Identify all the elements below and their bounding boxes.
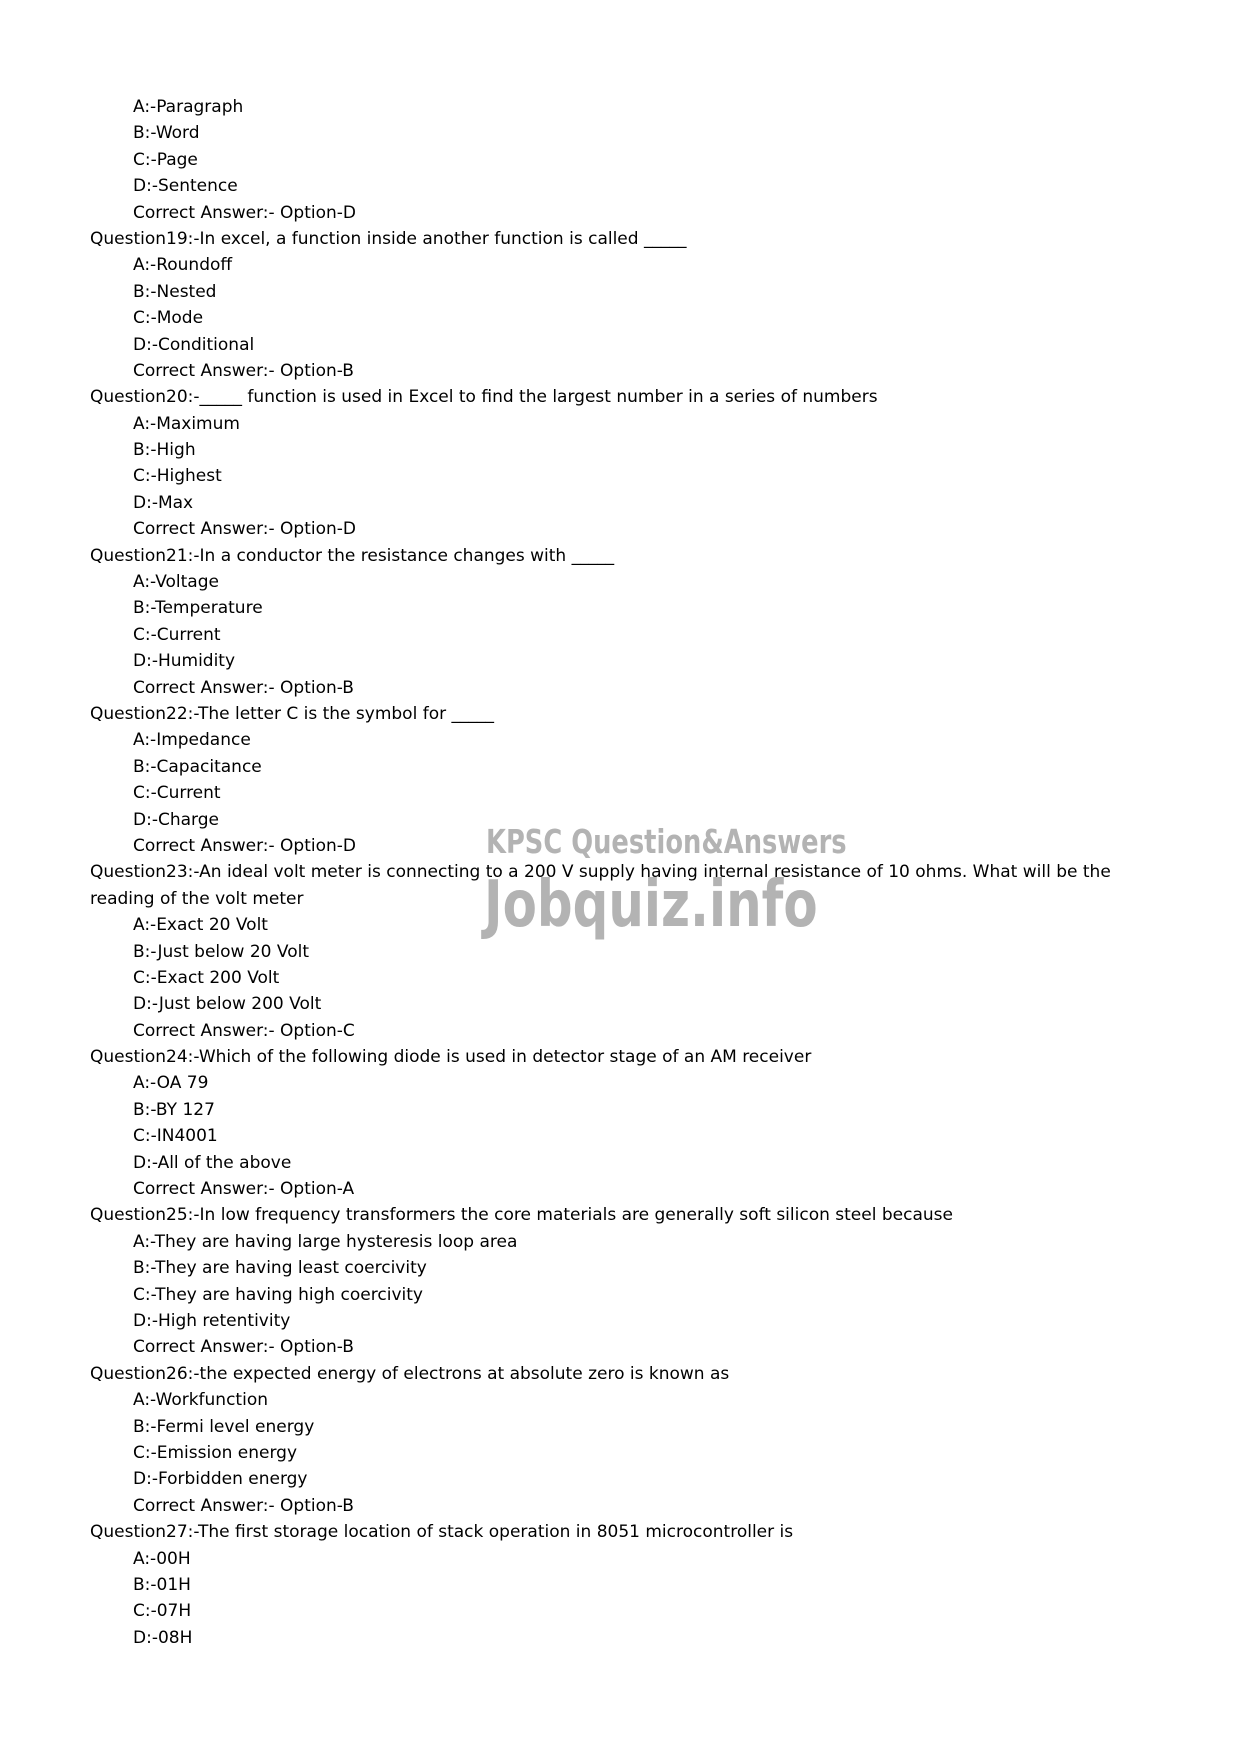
question-text: Question23:-An ideal volt meter is connecting to a 200 V supply having internal resistance of 10 ohms. What will be the reading of the volt meter (90, 862, 1111, 909)
option-b: B:-Word (133, 123, 200, 144)
correct-answer: Correct Answer:- Option-B (133, 1495, 354, 1516)
option-c: C:-Current (133, 624, 221, 645)
correct-answer: Correct Answer:- Option-C (133, 1020, 355, 1041)
correct-answer: Correct Answer:- Option-D (133, 519, 356, 540)
question-text: Question20:-_____ function is used in Excel to find the largest number in a series of numbers (90, 387, 878, 408)
option-d: D:-High retentivity (133, 1311, 291, 1331)
option-b: B:-They are having least coercivity (133, 1258, 427, 1279)
option-c: C:-They are having high coercivity (133, 1284, 423, 1305)
watermark-jobquiz: Jobquiz.info (484, 868, 818, 942)
correct-answer: Correct Answer:- Option-D (133, 202, 356, 223)
option-b: B:-Fermi level energy (133, 1416, 315, 1437)
option-a: A:-Impedance (133, 730, 251, 751)
option-a: A:-OA 79 (133, 1073, 209, 1094)
question-text: Question27:-The first storage location of stack operation in 8051 microcontroller is (90, 1522, 794, 1543)
question-block-25 (0, 1202, 1240, 1360)
option-d: D:-Charge (133, 809, 219, 830)
question-block-22 (0, 701, 1240, 859)
correct-answer: Correct Answer:- Option-B (133, 360, 354, 381)
option-c: C:-Exact 200 Volt (133, 967, 280, 988)
option-c: C:-Current (133, 783, 221, 804)
question-block-21 (0, 543, 1240, 701)
watermark-kpsc: KPSC Question&Answers (486, 822, 847, 861)
question-text: Question24:-Which of the following diode is used in detector stage of an AM receiver (90, 1047, 812, 1068)
option-a: A:-Exact 20 Volt (133, 915, 268, 936)
option-b: B:-01H (133, 1574, 191, 1595)
option-d: D:-Forbidden energy (133, 1469, 308, 1490)
option-d: D:-Conditional (133, 334, 255, 355)
correct-answer: Correct Answer:- Option-B (133, 1337, 354, 1358)
question-block-19 (0, 226, 1240, 384)
option-d: D:-08H (133, 1627, 193, 1648)
question-document (0, 94, 1240, 1651)
option-a: A:-Paragraph (133, 97, 244, 117)
option-c: C:-Emission energy (133, 1442, 298, 1463)
option-a: A:-Roundoff (133, 255, 233, 276)
option-b: B:-Temperature (133, 598, 263, 619)
question-text: Question21:-In a conductor the resistance changes with _____ (90, 545, 615, 566)
carryover-block (0, 94, 1240, 226)
option-c: C:-07H (133, 1601, 192, 1622)
option-c: C:-Page (133, 149, 198, 170)
correct-answer: Correct Answer:- Option-A (133, 1179, 355, 1200)
question-text: Question19:-In excel, a function inside another function is called _____ (90, 228, 687, 249)
option-d: D:-All of the above (133, 1152, 292, 1173)
question-block-26 (0, 1361, 1240, 1519)
option-b: B:-Capacitance (133, 756, 262, 777)
option-a: A:-Maximum (133, 413, 240, 434)
question-block-20 (0, 384, 1240, 542)
option-d: D:-Just below 200 Volt (133, 994, 322, 1015)
option-b: B:-Nested (133, 281, 217, 302)
option-d: D:-Humidity (133, 651, 236, 672)
option-a: A:-00H (133, 1548, 191, 1569)
option-b: B:-High (133, 440, 196, 461)
question-text: Question26:-the expected energy of electrons at absolute zero is known as (90, 1363, 730, 1384)
question-block-27 (0, 1519, 1240, 1651)
question-block-24 (0, 1044, 1240, 1202)
question-text: Question22:-The letter C is the symbol for _____ (90, 703, 494, 724)
option-c: C:-Mode (133, 308, 204, 329)
option-a: A:-They are having large hysteresis loop area (133, 1231, 518, 1252)
option-d: D:-Max (133, 492, 194, 513)
option-d: D:-Sentence (133, 176, 238, 197)
option-c: C:-IN4001 (133, 1126, 218, 1147)
option-b: B:-Just below 20 Volt (133, 941, 310, 962)
question-block-23 (0, 859, 1240, 1044)
option-a: A:-Workfunction (133, 1390, 268, 1411)
option-b: B:-BY 127 (133, 1099, 215, 1120)
correct-answer: Correct Answer:- Option-D (133, 835, 356, 856)
option-a: A:-Voltage (133, 572, 219, 593)
correct-answer: Correct Answer:- Option-B (133, 677, 354, 698)
option-c: C:-Highest (133, 466, 222, 487)
question-text: Question25:-In low frequency transformers the core materials are generally soft silicon steel because (90, 1205, 953, 1226)
